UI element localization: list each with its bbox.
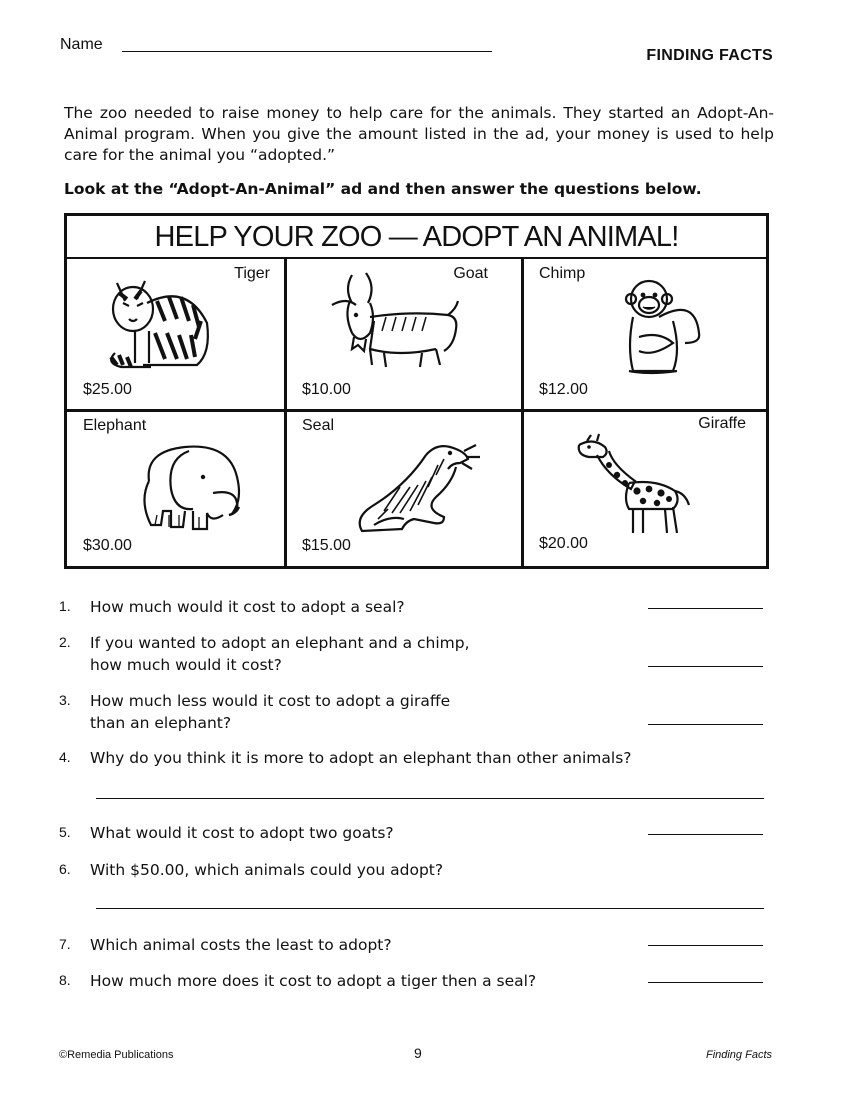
answer-line-8[interactable] [648,982,763,983]
price-goat: $10.00 [302,381,351,398]
page-title: FINDING FACTS [646,47,773,64]
answer-line-7[interactable] [648,945,763,946]
answer-line-1[interactable] [648,608,763,609]
page-number: 9 [414,1045,422,1061]
price-tiger: $25.00 [83,381,132,398]
question-text: Which animal costs the least to adopt? [90,936,392,954]
animal-name-elephant: Elephant [83,417,147,434]
question-text: If you wanted to adopt an elephant and a chimp, [90,634,470,652]
animal-name-tiger: Tiger [234,265,270,282]
footer-book-title: Finding Facts [705,1049,772,1061]
tiger-icon [105,273,215,373]
question-text: How much more does it cost to adopt a tiger then a seal? [90,972,537,990]
footer-copyright: ©Remedia Publications [59,1049,174,1061]
question-text: How much would it cost to adopt a seal? [90,598,405,616]
goat-icon [326,269,466,377]
price-giraffe: $20.00 [539,535,588,552]
price-elephant: $30.00 [83,537,132,554]
ad-title: HELP YOUR ZOO — ADOPT AN ANIMAL! [67,216,766,259]
elephant-icon [129,441,249,541]
question-text-cont: how much would it cost? [90,656,282,674]
answer-line-6[interactable] [96,908,764,909]
chimp-icon [623,277,703,377]
question-number: 4. [59,749,71,765]
adopt-an-animal-ad [64,213,769,569]
name-answer-line[interactable] [122,51,492,52]
instruction-text: Look at the “Adopt-An-Animal” ad and then answer the questions below. [64,180,702,198]
question-number: 3. [59,692,71,708]
animal-name-chimp: Chimp [539,265,586,282]
question-text: Why do you think it is more to adopt an elephant than other animals? [90,749,632,767]
animal-name-seal: Seal [302,417,335,434]
ad-cell-chimp [523,259,766,409]
answer-line-5[interactable] [648,834,763,835]
answer-line-3[interactable] [648,724,763,725]
question-text: With $50.00, which animals could you adopt? [90,861,444,879]
question-number: 1. [59,598,71,614]
question-number: 8. [59,972,71,988]
price-seal: $15.00 [302,537,351,554]
name-label: Name [60,36,103,53]
question-text: How much less would it cost to adopt a giraffe [90,692,451,710]
question-text: What would it cost to adopt two goats? [90,824,394,842]
ad-cell-seal [286,411,521,563]
ad-cell-goat [286,259,521,409]
animal-name-giraffe: Giraffe [698,415,746,432]
price-chimp: $12.00 [539,381,588,398]
seal-icon [354,435,484,535]
ad-cell-giraffe [523,411,766,563]
question-number: 7. [59,936,71,952]
answer-line-2[interactable] [648,666,763,667]
ad-cell-elephant [67,411,284,563]
question-number: 6. [59,861,71,877]
ad-cell-tiger [67,259,284,409]
answer-line-4[interactable] [96,798,764,799]
giraffe-icon [573,431,703,539]
question-text-cont: than an elephant? [90,714,232,732]
animal-name-goat: Goat [453,265,488,282]
question-number: 2. [59,634,71,650]
intro-paragraph: The zoo needed to raise money to help care for the animals. They started an Adopt-An-Animal program. When you give the amount listed in the ad, your money is used to help care for the animal you “adopted.” [64,104,774,164]
question-number: 5. [59,824,71,840]
